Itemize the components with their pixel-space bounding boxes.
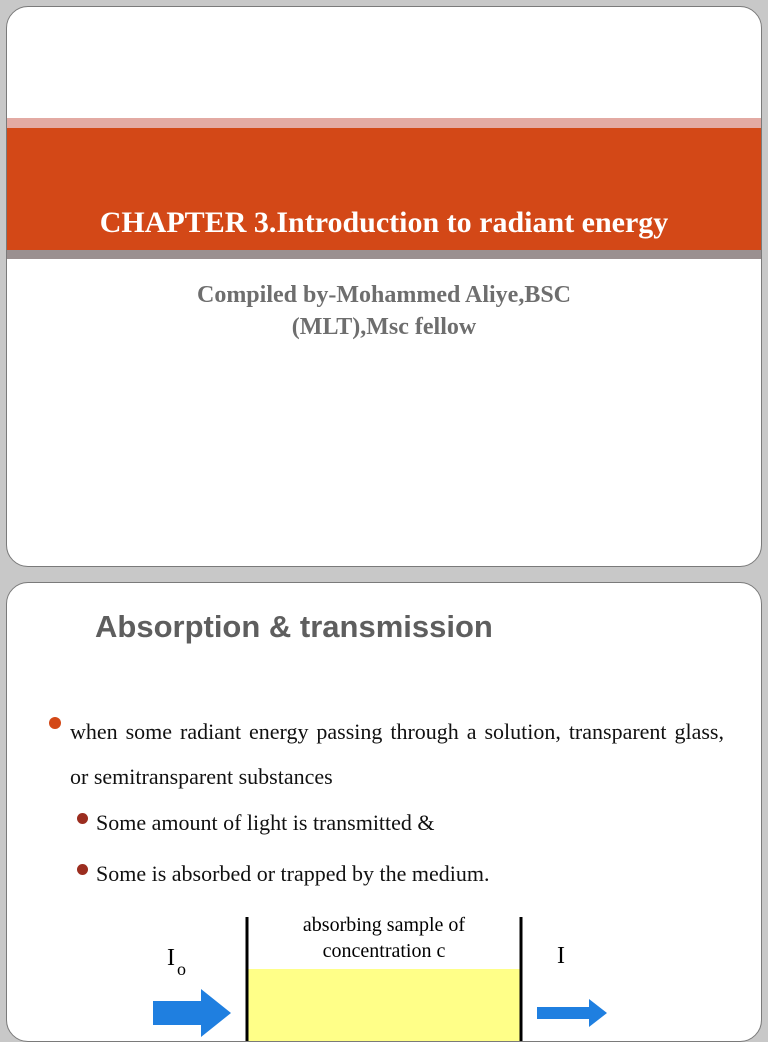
incident-arrow-icon [153,989,231,1037]
title-band [7,128,761,250]
sample-label-line-1: absorbing sample of [302,914,466,936]
subtitle-line-1: Compiled by-Mohammed Aliye,BSC [196,282,571,308]
slide-heading: Absorption & transmission [95,609,493,644]
title-bottom-stripe [7,250,761,259]
sub-bullet-dot-icon [77,864,88,875]
slide-title: CHAPTER 3.Introduction to radiant energy [99,206,669,239]
sub-bullet-transmitted: Some amount of light is transmitted & [96,810,435,835]
subtitle-line-2: (MLT),Msc fellow [291,314,477,340]
absorption-diagram [137,913,617,1042]
title-slide [6,6,762,567]
bullet-dot-icon [49,717,61,729]
title-top-stripe [7,118,761,128]
incident-intensity-subscript: o [177,959,186,979]
transmitted-intensity-label: I [557,943,565,969]
bullet-main: when some radiant energy passing through a solution, transparent glass, or semitransparent substances [70,719,724,789]
transmitted-arrow-icon [537,999,607,1027]
sub-bullet-dot-icon [77,813,88,824]
sub-bullet-absorbed: Some is absorbed or trapped by the medium. [96,861,490,886]
sample-fill [247,969,521,1042]
incident-intensity-label: I [167,945,175,971]
content-slide [6,582,762,1042]
sample-label-line-2: concentration c [322,940,446,962]
slide-subtitle [7,279,761,343]
